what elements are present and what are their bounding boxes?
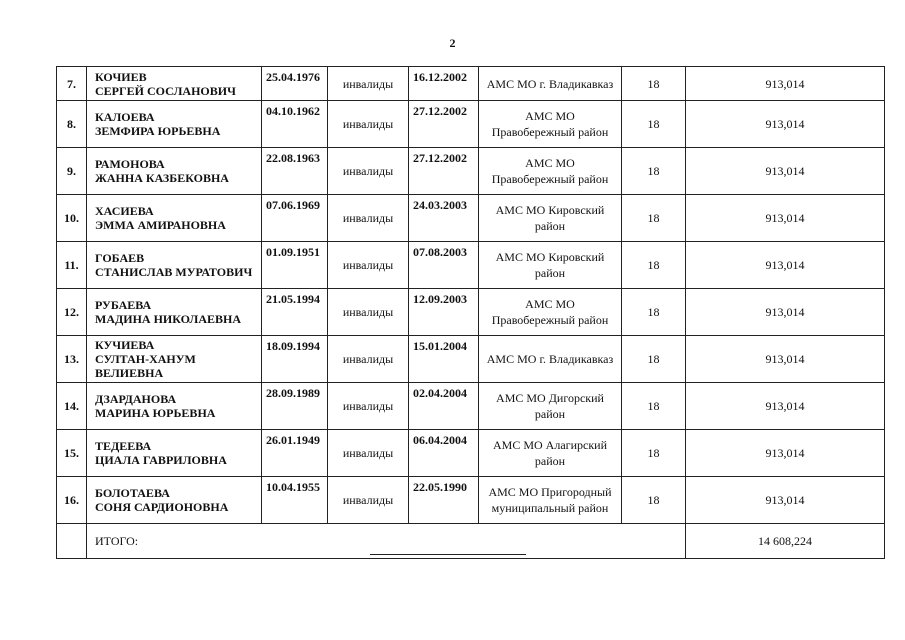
surname: ГОБАЕВ — [95, 251, 145, 265]
amount: 913,014 — [686, 477, 885, 524]
name-extra: ВЕЛИЕВНА — [95, 366, 164, 380]
row-number: 15. — [57, 430, 87, 477]
surname: КАЛОЕВА — [95, 110, 155, 124]
person-name — [87, 477, 262, 524]
row-number: 10. — [57, 195, 87, 242]
organization — [479, 430, 622, 477]
amount: 913,014 — [686, 289, 885, 336]
table-row — [57, 430, 885, 477]
surname: ХАСИЕВА — [95, 204, 154, 218]
months: 18 — [622, 148, 686, 195]
table-row — [57, 67, 885, 101]
category: инвалиды — [328, 101, 409, 148]
organization-line-1: АМС МО г. Владикавказ — [486, 76, 614, 91]
organization-line-2: район — [534, 454, 566, 468]
registration-date: 24.03.2003 — [409, 195, 479, 242]
table-row — [57, 289, 885, 336]
amount: 913,014 — [686, 336, 885, 383]
person-name — [87, 430, 262, 477]
registration-date: 12.09.2003 — [409, 289, 479, 336]
organization-line-2: муниципальный район — [491, 501, 609, 515]
surname: ДЗАРДАНОВА — [95, 392, 177, 406]
organization — [479, 148, 622, 195]
organization-line-1: АМС МО Кировский — [495, 250, 605, 264]
months: 18 — [622, 195, 686, 242]
organization-line-2: Правобережный район — [491, 313, 609, 327]
category: инвалиды — [328, 289, 409, 336]
organization-line-1: АМС МО Алагирский — [493, 438, 607, 452]
registration-date: 27.12.2002 — [409, 101, 479, 148]
row-number: 8. — [57, 101, 87, 148]
row-number: 7. — [57, 67, 87, 101]
organization-line-1: АМС МО — [525, 109, 575, 123]
months: 18 — [622, 430, 686, 477]
table-row — [57, 477, 885, 524]
organization-line-1: АМС МО Пригородный — [488, 485, 612, 499]
amount: 913,014 — [686, 195, 885, 242]
category: инвалиды — [328, 242, 409, 289]
registration-date: 06.04.2004 — [409, 430, 479, 477]
given-name: СТАНИСЛАВ МУРАТОВИЧ — [95, 265, 253, 279]
registration-date: 02.04.2004 — [409, 383, 479, 430]
registration-date: 27.12.2002 — [409, 148, 479, 195]
surname: КУЧИЕВА — [95, 338, 155, 352]
months: 18 — [622, 242, 686, 289]
birth-date: 04.10.1962 — [262, 101, 328, 148]
given-name: ЦИАЛА ГАВРИЛОВНА — [95, 453, 227, 467]
given-name: МАРИНА ЮРЬЕВНА — [95, 406, 216, 420]
surname: БОЛОТАЕВА — [95, 486, 170, 500]
organization-line-1: АМС МО Кировский — [495, 203, 605, 217]
person-name — [87, 289, 262, 336]
organization — [479, 477, 622, 524]
organization — [479, 101, 622, 148]
registration-date: 16.12.2002 — [409, 67, 479, 101]
person-name — [87, 148, 262, 195]
registration-date: 15.01.2004 — [409, 336, 479, 383]
amount: 913,014 — [686, 148, 885, 195]
amount: 913,014 — [686, 242, 885, 289]
birth-date: 10.04.1955 — [262, 477, 328, 524]
table-row — [57, 383, 885, 430]
table-row — [57, 148, 885, 195]
amount: 913,014 — [686, 67, 885, 101]
organization-line-2: район — [534, 407, 566, 421]
organization — [479, 242, 622, 289]
person-name — [87, 67, 262, 101]
organization — [479, 336, 622, 383]
person-name — [87, 336, 262, 383]
organization-line-2: Правобережный район — [491, 125, 609, 139]
surname: ТЕДЕЕВА — [95, 439, 152, 453]
table-row — [57, 336, 885, 383]
organization — [479, 67, 622, 101]
organization-line-2: район — [534, 219, 566, 233]
person-name — [87, 242, 262, 289]
category: инвалиды — [328, 148, 409, 195]
given-name: СЕРГЕЙ СОСЛАНОВИЧ — [95, 83, 236, 98]
organization — [479, 289, 622, 336]
amount: 913,014 — [686, 430, 885, 477]
total-amount: 14 608,224 — [686, 524, 885, 559]
total-label: ИТОГО: — [87, 524, 686, 559]
birth-date: 07.06.1969 — [262, 195, 328, 242]
table-row — [57, 195, 885, 242]
person-name — [87, 101, 262, 148]
months: 18 — [622, 289, 686, 336]
months: 18 — [622, 67, 686, 101]
category: инвалиды — [328, 67, 409, 101]
organization-line-1: АМС МО — [525, 156, 575, 170]
category: инвалиды — [328, 383, 409, 430]
row-number: 11. — [57, 242, 87, 289]
row-number: 12. — [57, 289, 87, 336]
months: 18 — [622, 101, 686, 148]
given-name: ЖАННА КАЗБЕКОВНА — [95, 171, 229, 185]
given-name: ЭММА АМИРАНОВНА — [95, 218, 226, 232]
registration-date: 07.08.2003 — [409, 242, 479, 289]
organization — [479, 195, 622, 242]
table-row — [57, 242, 885, 289]
organization-line-1: АМС МО г. Владикавказ — [486, 352, 614, 366]
person-name — [87, 195, 262, 242]
months: 18 — [622, 383, 686, 430]
birth-date: 01.09.1951 — [262, 242, 328, 289]
surname: РАМОНОВА — [95, 157, 165, 171]
surname: КОЧИЕВ — [95, 69, 147, 84]
months: 18 — [622, 477, 686, 524]
organization-line-2: район — [534, 266, 566, 280]
months: 18 — [622, 336, 686, 383]
row-number: 13. — [57, 336, 87, 383]
amount: 913,014 — [686, 101, 885, 148]
organization-line-1: АМС МО — [525, 297, 575, 311]
birth-date: 22.08.1963 — [262, 148, 328, 195]
birth-date: 28.09.1989 — [262, 383, 328, 430]
amount: 913,014 — [686, 383, 885, 430]
row-number: 14. — [57, 383, 87, 430]
given-name: МАДИНА НИКОЛАЕВНА — [95, 312, 242, 326]
row-number: 16. — [57, 477, 87, 524]
surname: РУБАЕВА — [95, 298, 152, 312]
end-rule — [370, 554, 526, 555]
total-empty-cell — [57, 524, 87, 559]
birth-date: 18.09.1994 — [262, 336, 328, 383]
row-number: 9. — [57, 148, 87, 195]
birth-date: 25.04.1976 — [262, 67, 328, 101]
given-name: СУЛТАН-ХАНУМ — [95, 352, 196, 366]
registration-date: 22.05.1990 — [409, 477, 479, 524]
category: инвалиды — [328, 336, 409, 383]
organization-line-2: Правобережный район — [491, 172, 609, 186]
given-name: ЗЕМФИРА ЮРЬЕВНА — [95, 124, 221, 138]
category: инвалиды — [328, 430, 409, 477]
birth-date: 26.01.1949 — [262, 430, 328, 477]
page-number: 2 — [449, 36, 456, 50]
category: инвалиды — [328, 195, 409, 242]
recipients-table — [56, 66, 885, 559]
given-name: СОНЯ САРДИОНОВНА — [95, 500, 229, 514]
table-row — [57, 101, 885, 148]
birth-date: 21.05.1994 — [262, 289, 328, 336]
person-name — [87, 383, 262, 430]
category: инвалиды — [328, 477, 409, 524]
organization — [479, 383, 622, 430]
organization-line-1: АМС МО Дигорский — [496, 391, 604, 405]
table-body — [57, 67, 885, 559]
